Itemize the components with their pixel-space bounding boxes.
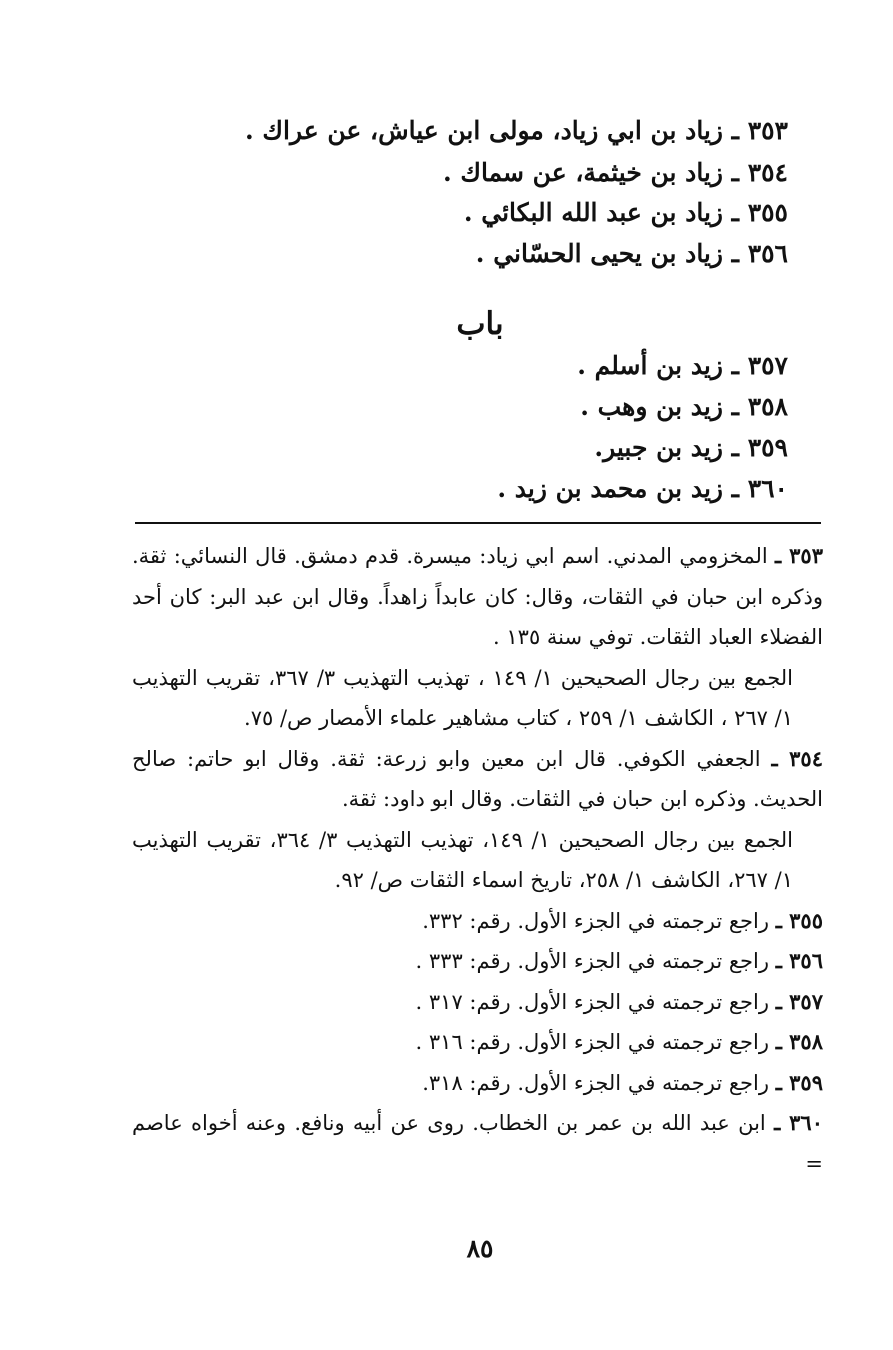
entry-358: ٣٥٨ ـ زيد بن وهب . — [580, 392, 788, 421]
note-references: الجمع بين رجال الصحيحين ١/ ١٤٩، تهذيب التهذيب ٣/ ٣٦٤، تقريب التهذيب ١/ ٢٦٧، الكاشف ١/ ٢٥٨، تاريخ اسماء الثقات ص/ ٩٢. — [132, 827, 793, 892]
note-text: راجع ترجمته في الجزء الأول. رقم: ٣١٦ . — [415, 1030, 769, 1054]
note-number: ٣٥٦ ـ — [775, 948, 823, 973]
note-355 — [132, 901, 823, 942]
note-text: الجعفي الكوفي. قال ابن معين وابو زرعة: ثقة. وقال ابو حاتم: صالح الحديث. وذكره ابن حبان في الثقات. وقال ابو داود: ثقة. — [132, 746, 823, 811]
note-text: المخزومي المدني. اسم ابي زياد: ميسرة. قدم دمشق. قال النسائي: ثقة. وذكره ابن حبان في الثقات، وقال: كان عابداً زاهداً. وقال ابن عبد البر: كان أحد الفضلاء العباد الثقات. توفي سنة ١٣٥ . — [132, 544, 823, 649]
note-text: راجع ترجمته في الجزء الأول. رقم: ٣٣٣ . — [415, 949, 769, 973]
note-359 — [132, 1063, 823, 1104]
entry-353: ٣٥٣ ـ زياد بن ابي زياد، مولى ابن عياش، عن عراك . — [245, 116, 788, 145]
note-text: راجع ترجمته في الجزء الأول. رقم: ٣٣٢. — [422, 908, 769, 933]
note-353 — [132, 536, 823, 739]
note-text: راجع ترجمته في الجزء الأول. رقم: ٣١٧ . — [415, 989, 769, 1014]
note-number: ٣٥٥ ـ — [775, 907, 823, 933]
note-number: ٣٥٣ ـ — [775, 543, 823, 568]
entry-360: ٣٦٠ ـ زيد بن محمد بن زيد . — [497, 474, 788, 503]
note-number: ٣٥٧ ـ — [775, 988, 823, 1014]
entry-357: ٣٥٧ ـ زيد بن أسلم . — [577, 351, 788, 380]
footnotes — [132, 536, 823, 1184]
note-360 — [132, 1103, 823, 1184]
note-number: ٣٥٤ ـ — [771, 745, 823, 771]
note-text: راجع ترجمته في الجزء الأول. رقم: ٣١٨. — [422, 1070, 769, 1095]
note-357 — [132, 982, 823, 1023]
note-number: ٣٦٠ ـ — [774, 1110, 823, 1135]
note-number: ٣٥٩ ـ — [775, 1069, 823, 1095]
section-heading: باب — [456, 306, 504, 342]
note-354 — [132, 739, 823, 901]
note-number: ٣٥٨ ـ — [775, 1029, 823, 1054]
note-references: الجمع بين رجال الصحيحين ١/ ١٤٩ ، تهذيب التهذيب ٣/ ٣٦٧، تقريب التهذيب ١/ ٢٦٧ ، الكاشف ١/ ٢٥٩ ، كتاب مشاهير علماء الأمصار ص/ ٧٥. — [132, 665, 794, 730]
note-358 — [132, 1022, 823, 1063]
note-text: ابن عبد الله بن عمر بن الخطاب. روى عن أبيه ونافع. وعنه أخواه عاصم = — [132, 1111, 823, 1176]
entry-355: ٣٥٥ ـ زياد بن عبد الله البكائي . — [463, 198, 788, 227]
entry-356: ٣٥٦ ـ زياد بن يحيى الحسّاني . — [475, 239, 788, 268]
entry-359: ٣٥٩ ـ زيد بن جبير. — [594, 433, 788, 462]
note-356 — [132, 941, 823, 982]
entry-354: ٣٥٤ ـ زياد بن خيثمة، عن سماك . — [442, 158, 788, 187]
page-number: ٨٥ — [466, 1234, 494, 1263]
footnote-separator — [135, 522, 821, 524]
